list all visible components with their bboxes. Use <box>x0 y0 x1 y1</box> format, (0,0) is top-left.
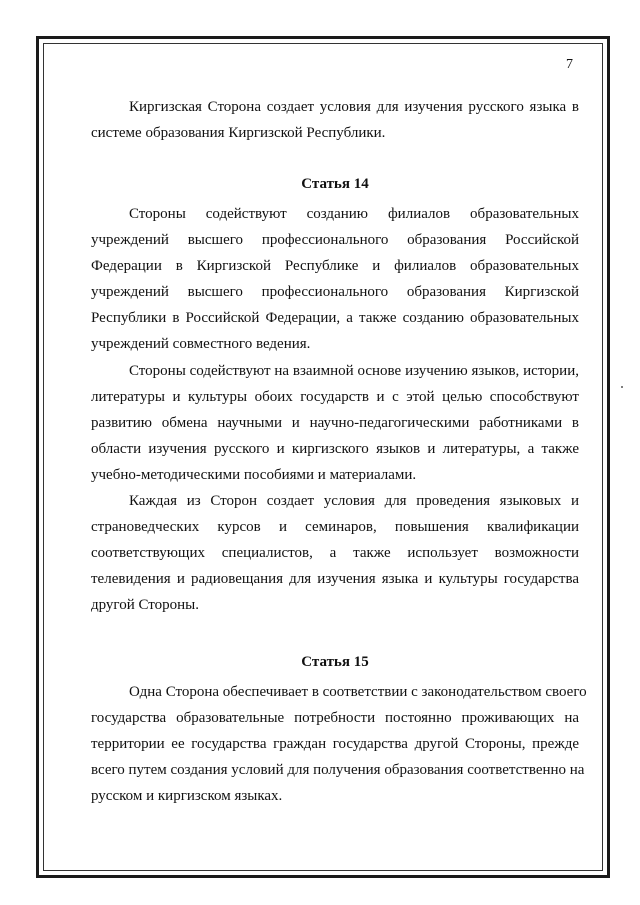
paragraph-line: учреждений высшего профессионального образования Российской <box>91 232 579 248</box>
paragraph-line: Стороны содействуют на взаимной основе изучению языков, истории, <box>129 363 579 379</box>
paragraph-line: учреждений высшего профессионального образования Киргизской <box>91 284 579 300</box>
paragraph-line: страноведческих курсов и семинаров, повышения квалификации <box>91 519 579 535</box>
paragraph-line: Стороны содействуют созданию филиалов образовательных <box>129 206 579 222</box>
paragraph-line: государства образовательные потребности постоянно проживающих на <box>91 710 579 726</box>
paragraph-line: другой Стороны. <box>91 597 200 613</box>
article-15-paragraph-1 <box>91 679 587 809</box>
page-number: 7 <box>566 57 573 72</box>
paragraph-line: учебно-методическими пособиями и материалами. <box>91 467 417 483</box>
paragraph-line: Федерации в Киргизской Республике и филиалов образовательных <box>91 258 579 274</box>
intro-line: Киргизская Сторона создает условия для изучения русского языка в <box>129 99 579 115</box>
paragraph-line: литературы и культуры обоих государств и с этой целью способствуют <box>91 389 579 405</box>
paragraph-line: территории ее государства граждан государства другой Стороны, прежде <box>91 736 579 752</box>
paragraph-line: Одна Сторона обеспечивает в соответствии с законодательством своего <box>129 684 587 700</box>
paragraph-line: соответствующих специалистов, а также использует возможности <box>91 545 579 561</box>
paragraph-line: учреждений совместного ведения. <box>91 336 311 352</box>
intro-paragraph <box>91 94 579 146</box>
intro-line: системе образования Киргизской Республики. <box>91 125 386 141</box>
article-14-paragraph-2 <box>91 358 579 488</box>
scan-speck <box>621 386 623 388</box>
paragraph-line: телевидения и радиовещания для изучения языка и культуры государства <box>91 571 579 587</box>
paragraph-line: Республики в Российской Федерации, а также созданию образовательных <box>91 310 579 326</box>
article-15-heading: Статья 15 <box>301 654 369 670</box>
paragraph-line: русском и киргизском языках. <box>91 788 283 804</box>
paragraph-line: области изучения русского и киргизского языков и литературы, а также <box>91 441 579 457</box>
paragraph-line: развитию обмена научными и научно-педагогическими работниками в <box>91 415 579 431</box>
article-14-heading: Статья 14 <box>301 176 369 192</box>
paragraph-line: Каждая из Сторон создает условия для проведения языковых и <box>129 493 579 509</box>
article-14-paragraph-3 <box>91 488 579 618</box>
paragraph-line: всего путем создания условий для получения образования соответственно на <box>91 762 585 778</box>
article-14-paragraph-1 <box>91 201 579 357</box>
